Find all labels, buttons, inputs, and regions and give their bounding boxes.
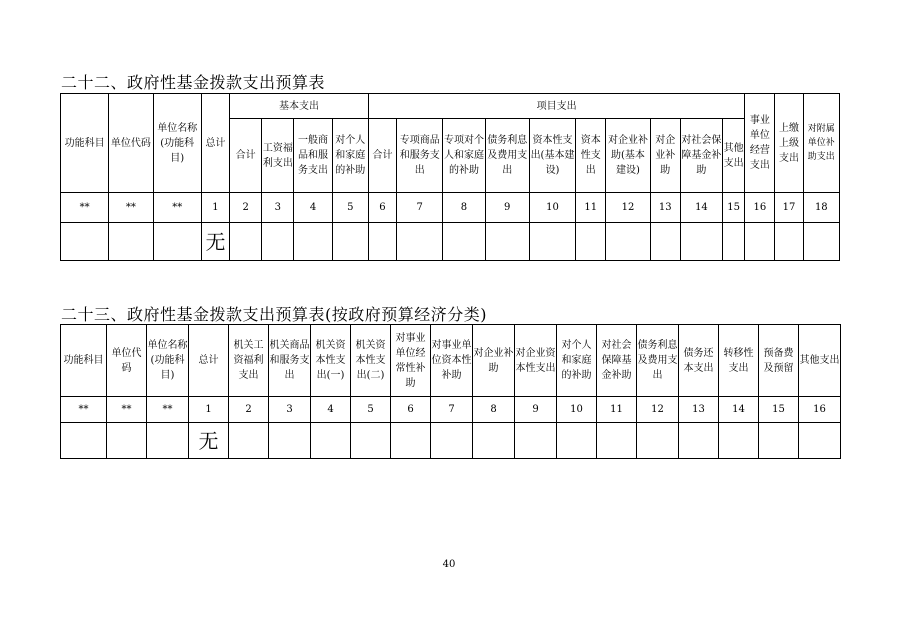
data-cell: [775, 223, 803, 261]
header-total: 总计: [201, 94, 229, 193]
index-cell: 13: [679, 397, 719, 423]
index-cell: 8: [473, 397, 515, 423]
header-cell: 其他支出: [799, 325, 841, 397]
index-cell: 1: [201, 193, 229, 223]
index-cell: 2: [230, 193, 262, 223]
empty-marker: 无: [189, 423, 229, 459]
data-cell: [61, 223, 109, 261]
data-cell: [485, 223, 529, 261]
index-cell: 3: [262, 193, 294, 223]
index-cell: 11: [597, 397, 637, 423]
index-cell: 17: [775, 193, 803, 223]
header-cell: 单位名称(功能科目): [147, 325, 189, 397]
header-unit-code: 单位代码: [109, 94, 153, 193]
index-cell: 14: [680, 193, 722, 223]
data-cell: [637, 423, 679, 459]
index-cell: 4: [311, 397, 351, 423]
header-unit-name: 单位名称(功能科目): [153, 94, 201, 193]
index-cell: **: [109, 193, 153, 223]
data-cell: [745, 223, 775, 261]
header-cell: 机关商品和服务支出: [269, 325, 311, 397]
header-cell: 对个人和家庭的补助: [557, 325, 597, 397]
header-personal: 对个人和家庭的补助: [332, 119, 368, 193]
data-cell: [230, 223, 262, 261]
table2-title: 二十三、政府性基金拨款支出预算表(按政府预算经济分类): [61, 305, 487, 324]
data-cell: [597, 423, 637, 459]
data-cell: [294, 223, 332, 261]
header-social: 对社会保障基金补助: [680, 119, 722, 193]
index-row: [61, 193, 840, 223]
data-cell: [606, 223, 650, 261]
header-basic-sum: 合计: [230, 119, 262, 193]
header-group-project: 项目支出: [368, 94, 744, 119]
data-cell: [311, 423, 351, 459]
index-cell: 5: [332, 193, 368, 223]
index-cell: 14: [719, 397, 759, 423]
header-cell: 机关工资福利支出: [229, 325, 269, 397]
header-enterprise-subsidy: 对企业补助(基本建设): [606, 119, 650, 193]
header-other: 其他支出: [723, 119, 745, 193]
header-enterprise: 对企业补助: [650, 119, 680, 193]
data-cell: [473, 423, 515, 459]
header-debt: 债务利息及费用支出: [485, 119, 529, 193]
data-cell: [799, 423, 841, 459]
data-cell: [557, 423, 597, 459]
index-cell: 16: [799, 397, 841, 423]
index-cell: 6: [391, 397, 431, 423]
data-cell: [153, 223, 201, 261]
header-cell: 转移性支出: [719, 325, 759, 397]
data-cell: [351, 423, 391, 459]
empty-marker: 无: [201, 223, 229, 261]
data-cell: [719, 423, 759, 459]
index-cell: 4: [294, 193, 332, 223]
index-cell: 2: [229, 397, 269, 423]
data-cell: [576, 223, 606, 261]
fund-expenditure-table: [60, 93, 840, 261]
index-cell: 18: [803, 193, 839, 223]
data-cell: [529, 223, 575, 261]
index-cell: **: [61, 397, 107, 423]
data-cell: [397, 223, 443, 261]
index-cell: 13: [650, 193, 680, 223]
page-number: 40: [442, 559, 456, 570]
index-cell: 7: [431, 397, 473, 423]
data-cell: [723, 223, 745, 261]
data-cell: [803, 223, 839, 261]
header-proj-sum: 合计: [368, 119, 396, 193]
index-cell: 15: [759, 397, 799, 423]
index-cell: 7: [397, 193, 443, 223]
data-cell: [332, 223, 368, 261]
header-cell: 机关资本性支出(二): [351, 325, 391, 397]
index-cell: 10: [529, 193, 575, 223]
data-cell: [269, 423, 311, 459]
index-cell: 8: [443, 193, 485, 223]
header-capital2: 资本性支出: [576, 119, 606, 193]
header-cell: 对企业补助: [473, 325, 515, 397]
header-group-basic: 基本支出: [230, 94, 369, 119]
header-affiliate: 对附属单位补助支出: [803, 94, 839, 193]
header-special-goods: 专项商品和服务支出: [397, 119, 443, 193]
index-cell: 12: [606, 193, 650, 223]
header-public-unit: 事业单位经营支出: [745, 94, 775, 193]
index-cell: **: [61, 193, 109, 223]
data-cell: [262, 223, 294, 261]
data-cell: [680, 223, 722, 261]
header-cell: 功能科目: [61, 325, 107, 397]
index-cell: 5: [351, 397, 391, 423]
index-cell: 6: [368, 193, 396, 223]
data-cell: [61, 423, 107, 459]
data-cell: [759, 423, 799, 459]
index-cell: **: [153, 193, 201, 223]
data-cell: [443, 223, 485, 261]
index-cell: 11: [576, 193, 606, 223]
header-cell: 预备费及预留: [759, 325, 799, 397]
index-cell: 9: [515, 397, 557, 423]
index-cell: 10: [557, 397, 597, 423]
index-cell: **: [147, 397, 189, 423]
data-row: [61, 423, 841, 459]
header-capital: 资本性支出(基本建设): [529, 119, 575, 193]
header-cell: 债务利息及费用支出: [637, 325, 679, 397]
data-cell: [679, 423, 719, 459]
fund-expenditure-economic-table: [60, 324, 841, 459]
header-cell: 单位代码: [107, 325, 147, 397]
header-special-personal: 专项对个人和家庭的补助: [443, 119, 485, 193]
header-cell: 债务还本支出: [679, 325, 719, 397]
data-cell: [650, 223, 680, 261]
header-cell: 对事业单位资本性补助: [431, 325, 473, 397]
header-cell: 对企业资本性支出: [515, 325, 557, 397]
header-func: 功能科目: [61, 94, 109, 193]
index-cell: 1: [189, 397, 229, 423]
data-cell: [431, 423, 473, 459]
header-goods: 一般商品和服务支出: [294, 119, 332, 193]
index-cell: 12: [637, 397, 679, 423]
index-cell: 9: [485, 193, 529, 223]
table1-title: 二十二、政府性基金拨款支出预算表: [61, 73, 326, 92]
data-cell: [109, 223, 153, 261]
data-row: [61, 223, 840, 261]
index-row: [61, 397, 841, 423]
index-cell: **: [107, 397, 147, 423]
index-cell: 15: [723, 193, 745, 223]
header-cell: 对社会保障基金补助: [597, 325, 637, 397]
index-cell: 3: [269, 397, 311, 423]
header-cell: 机关资本性支出(一): [311, 325, 351, 397]
data-cell: [368, 223, 396, 261]
data-cell: [515, 423, 557, 459]
data-cell: [229, 423, 269, 459]
header-remit: 上缴上级支出: [775, 94, 803, 193]
index-cell: 16: [745, 193, 775, 223]
header-cell: 总计: [189, 325, 229, 397]
data-cell: [107, 423, 147, 459]
data-cell: [391, 423, 431, 459]
data-cell: [147, 423, 189, 459]
header-cell: 对事业单位经常性补助: [391, 325, 431, 397]
header-wages: 工资福利支出: [262, 119, 294, 193]
